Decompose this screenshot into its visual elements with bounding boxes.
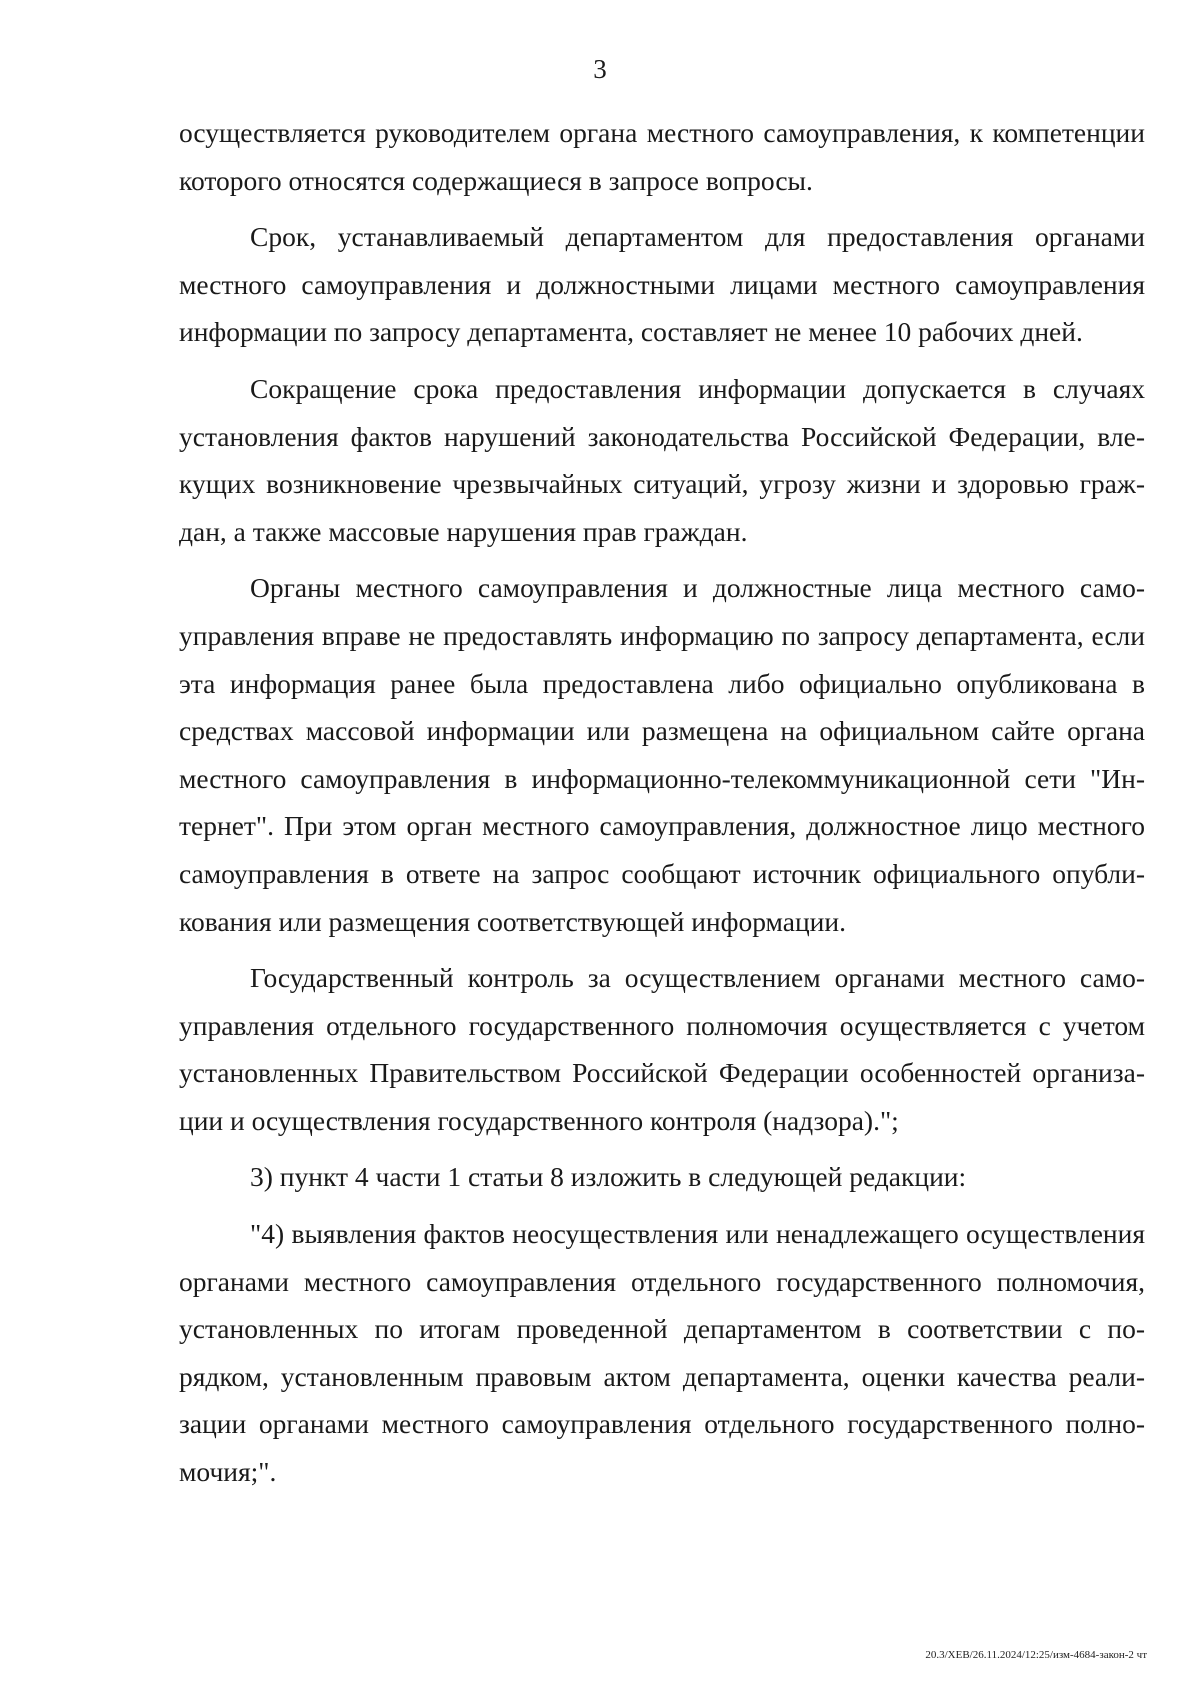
document-body: [179, 109, 1145, 1496]
document-code: 20.3/ХЕВ/26.11.2024/12:25/изм-4684-закон-2 чт: [925, 1649, 1147, 1661]
paragraph-deadline: Срок, устанавливаемый департаментом для предоставления органами местного самоуправления и должностными лицами местного самоуправления информации по запросу департамента, составляет не менее 10 рабочих дней.: [179, 221, 1145, 348]
paragraph-right-to-refuse: Органы местного самоуправления и должностные лица местного самоуправления вправе не предоставлять информацию по запросу департамента, если эта информация ранее была предоставлена либо официально опубликована в средствах массовой информации или размещена на официальном сайте органа местного самоуправления в информационно-телекоммуникационной сети "Интернет". При этом орган местного самоуправления, должностное лицо местного самоуправления в ответе на запрос сообщают источник официального опубликования или размещения соответствующей информации.: [179, 572, 1145, 937]
paragraph-state-control: Государственный контроль за осуществлением органами местного самоуправления отдельного государственного полномочия осуществляется с учетом установленных Правительством Российской Федерации особенностей организации и осуществления государственного контроля (надзора).";: [179, 962, 1145, 1136]
paragraph-continuation: осуществляется руководителем органа местного самоуправления, к компетенции которого относятся содержащиеся в запросе вопросы.: [179, 117, 1145, 196]
paragraph-amendment-text: "4) выявления фактов неосуществления или ненадлежащего осуществления органами местного самоуправления отдельного государственного полномочия, установленных по итогам проведенной департаментом в соответствии с порядком, установленным правовым актом департамента, оценки качества реализации органами местного самоуправления отдельного государственного полномочия;".: [179, 1218, 1145, 1488]
page-number: 3: [593, 54, 607, 84]
paragraph-deadline-reduction: Сокращение срока предоставления информации допускается в случаях установления фактов нарушений законодательства Российской Федерации, влекущих возникновение чрезвычайных ситуаций, угрозу жизни и здоровью граждан, а также массовые нарушения прав граждан.: [179, 372, 1145, 547]
paragraph-amendment-item-3: 3) пункт 4 части 1 статьи 8 изложить в следующей редакции:: [250, 1161, 967, 1193]
